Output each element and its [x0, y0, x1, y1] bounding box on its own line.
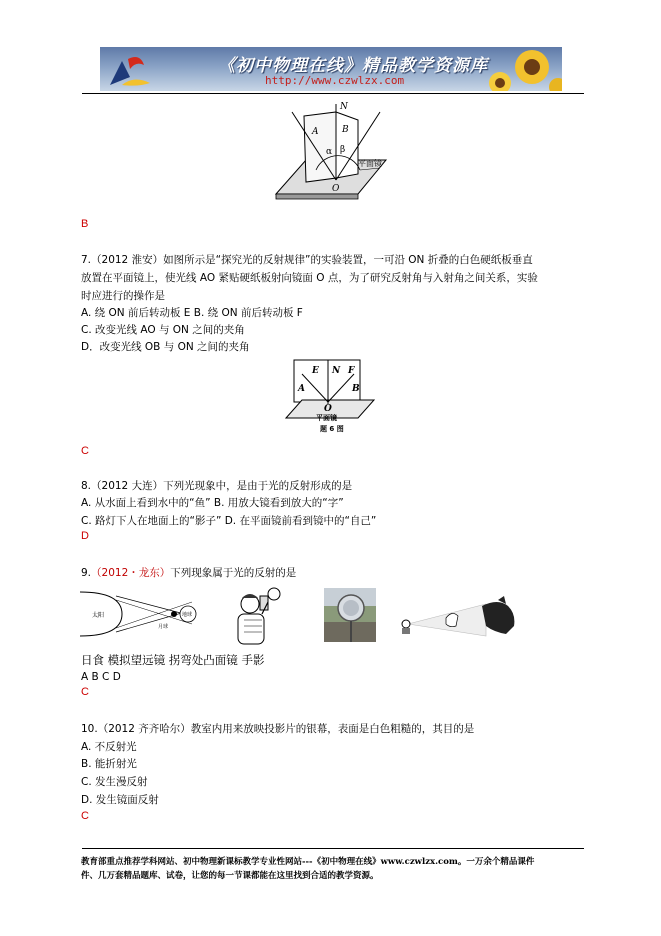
telescope-illustration	[224, 584, 288, 648]
q7-line3: 时应进行的操作是	[81, 290, 165, 302]
moon-icon	[171, 611, 177, 617]
footer-line2: 件、几万套精品题库、试卷，让您的每一节课都能在这里找到合适的教学资源。	[81, 871, 379, 881]
answer-q9: C	[81, 686, 89, 698]
q7-option-a: A. 绕 ON 前后转动板 E B. 绕 ON 前后转动板 F	[81, 307, 303, 319]
q9-stem	[81, 564, 296, 582]
answer-q6: B	[81, 218, 89, 230]
q7-line2: 放置在平面镜上，使光线 AO 紧贴硬纸板射向镜面 O 点，为了研究反射角与入射角之间关系，实验	[81, 272, 538, 284]
q10-option-c: C. 发生漫反射	[81, 776, 148, 788]
answer-q7: C	[81, 445, 89, 457]
q8-line2: A. 从水面上看到水中的“鱼” B. 用放大镜看到放大的“字”	[81, 497, 344, 509]
figure1-label-b: B	[342, 125, 349, 135]
figure1-label-mirror: 平面镜	[358, 159, 382, 168]
footer-line1: 教育部重点推荐学科网站、初中物理新课标教学专业性网站---《初中物理在线》www.czwlzx.com。一万余个精品课件	[81, 857, 535, 867]
eclipse-diagram	[80, 588, 212, 638]
eclipse-label-earth: 地球	[182, 612, 193, 618]
figure1-label-beta: β	[340, 145, 346, 155]
q9-source: （2012・龙东）	[91, 567, 171, 579]
header-banner	[100, 47, 562, 91]
q8-line3: C. 路灯下人在地面上的“影子” D. 在平面镜前看到镜中的“自己”	[81, 515, 377, 527]
figure1-label-o: O	[332, 184, 340, 194]
reflection-figure-2	[282, 358, 378, 434]
answer-q8: D	[81, 530, 89, 542]
q9-number: 9.	[81, 567, 92, 579]
figure2-label-mirror: 平面镜	[316, 414, 337, 422]
figure2-label-b: B	[352, 384, 360, 394]
banner-url: http://www.czwlzx.com	[265, 74, 405, 87]
figure2-caption: 题 6 图	[320, 425, 344, 433]
header-rule	[82, 93, 584, 94]
q7-line1: 7.（2012 淮安）如图所示是“探究光的反射规律”的实验装置，一可沿 ON 折叠的白色硬纸板垂直	[81, 254, 533, 266]
shadow-shape	[482, 602, 514, 634]
banner-title: 《初中物理在线》精品教学资源库	[218, 56, 488, 76]
figure1-label-alpha: α	[326, 147, 333, 157]
figure1-label-a: A	[312, 127, 319, 137]
figure2-label-o: O	[324, 404, 332, 414]
figure2-label-f: F	[348, 366, 355, 376]
q9-stem-text: 下列现象属于光的反射的是	[170, 567, 297, 579]
q7-option-c: C. 改变光线 AO 与 ON 之间的夹角	[81, 324, 245, 336]
sunflower-decoration	[489, 50, 562, 91]
convex-mirror-photo	[324, 588, 376, 642]
figure2-label-e: E	[312, 366, 319, 376]
site-logo	[110, 57, 150, 86]
q10-option-d: D. 发生镜面反射	[81, 794, 159, 806]
q10-stem: 10.（2012 齐齐哈尔）教室内用来放映投影片的银幕，表面是白色粗糙的，其目的是	[81, 723, 475, 735]
figure2-label-a: A	[298, 384, 305, 394]
reflection-figure-1	[262, 98, 392, 216]
q10-option-b: B. 能折射光	[81, 758, 137, 770]
hand-shadow-illustration	[394, 596, 518, 640]
q7-option-d: D．改变光线 OB 与 ON 之间的夹角	[81, 341, 250, 353]
eclipse-label-moon: 月球	[158, 624, 169, 630]
q9-option-letters: A B C D	[81, 671, 121, 683]
eclipse-label-sun: 太阳	[92, 612, 105, 619]
q9-image-captions: 日食 模拟望远镜 拐弯处凸面镜 手影	[81, 653, 265, 667]
footer-rule	[82, 848, 584, 849]
q8-line1: 8.（2012 大连）下列光现象中，是由于光的反射形成的是	[81, 480, 353, 492]
figure2-label-n: N	[332, 366, 341, 376]
q10-option-a: A. 不反射光	[81, 741, 137, 753]
answer-q10: C	[81, 810, 89, 822]
lamp-icon	[402, 620, 410, 628]
figure1-label-n: N	[340, 102, 348, 112]
